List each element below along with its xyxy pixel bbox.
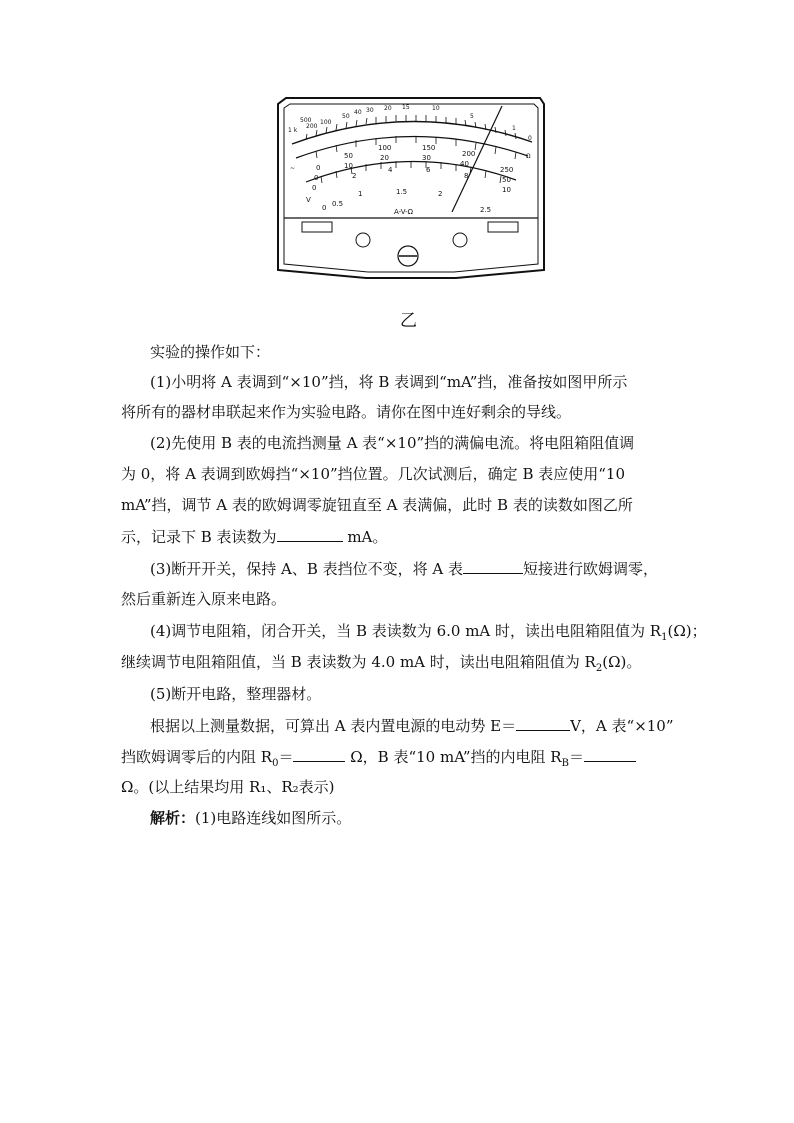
right-knob [453, 233, 467, 247]
scale10-0: 0 [312, 184, 317, 192]
scale10-10: 10 [502, 186, 511, 194]
result-line1-b: V，A 表“×10” [570, 717, 674, 735]
step4-line1-sub: 1 [661, 632, 668, 643]
ohm-label-500: 500 [300, 117, 312, 124]
scale25-25: 2.5 [480, 206, 492, 214]
solution-line [150, 810, 710, 826]
step2-line4-b: mA。 [342, 528, 388, 546]
step4-line2-a: 继续调节电阻箱阻值，当 B 表读数为 4.0 mA 时，读出电阻箱阻值为 R [121, 653, 596, 671]
multimeter-figure [276, 92, 546, 282]
step3-line1-b: 短接进行欧姆调零， [523, 560, 659, 578]
figure-caption: 乙 [400, 311, 417, 331]
ohm-label-15: 15 [402, 104, 410, 111]
answer-blank-emf[interactable] [516, 717, 570, 731]
ohm-label-20: 20 [384, 105, 392, 112]
scale250-150: 150 [422, 144, 436, 152]
step4-line2-b: (Ω)。 [602, 653, 642, 671]
ohm-label-40: 40 [354, 109, 362, 116]
scale10-2: 2 [352, 172, 357, 180]
answer-blank-rb[interactable] [584, 748, 636, 762]
solution-text: (1)电路连线如图所示。 [195, 809, 352, 827]
scale10-8: 8 [464, 172, 469, 180]
result-line1 [150, 717, 710, 734]
left-terminal [302, 222, 332, 232]
step3-line2: 然后重新连入原来电路。 [121, 590, 287, 608]
step1-line2: 将所有的器材串联起来作为实验电路。请你在图中连好剩余的导线。 [121, 403, 572, 421]
scale25-2: 2 [438, 190, 443, 198]
scale50-40: 40 [460, 160, 469, 168]
result-line2-d: ＝ [568, 748, 584, 766]
intro-text: 实验的操作如下： [150, 343, 271, 361]
result-line2-a: 挡欧姆调零后的内阻 R [121, 748, 273, 766]
meter-pointer [452, 106, 502, 212]
result-line2-b: ＝ [278, 748, 294, 766]
scale250-50: 50 [344, 152, 353, 160]
step4-line1-b: (Ω)； [667, 622, 707, 640]
scale50-0: 0 [314, 174, 319, 182]
step3-line1-a: (3)断开开关，保持 A、B 表挡位不变，将 A 表 [150, 560, 464, 578]
ohm-label-10: 10 [432, 105, 440, 112]
ohm-label-1: 1 [512, 125, 516, 132]
ohm-label-0: 0 [528, 135, 532, 142]
result-line2-c: Ω，B 表“10 mA”挡的内电阻 R [345, 748, 562, 766]
step2-line2: 为 0，将 A 表调到欧姆挡“×10”挡位置。几次试测后，确定 B 表应使用“10 [121, 465, 625, 483]
tilde-symbol: ~ [290, 165, 296, 172]
scale25-15: 1.5 [396, 188, 408, 196]
answer-blank-reading[interactable] [277, 528, 343, 542]
scale10-4: 4 [388, 166, 393, 174]
step4-line1-a: (4)调节电阻箱，闭合开关，当 B 表读数为 6.0 mA 时，读出电阻箱阻值为 R [150, 622, 662, 640]
solution-label: 解析： [150, 809, 196, 827]
result-line2-sub0: 0 [272, 758, 279, 769]
right-terminal [488, 222, 518, 232]
step2-line4 [121, 528, 681, 545]
meter-label: A-V-Ω [394, 208, 414, 216]
step1-line1: (1)小明将 A 表调到“×10”挡，将 B 表调到“mA”挡，准备按如图甲所示 [150, 373, 628, 391]
step5-line: (5)断开电路，整理器材。 [150, 685, 322, 703]
result-line2-subB: B [561, 758, 569, 769]
step2-line1: (2)先使用 B 表的电流挡测量 A 表“×10”挡的满偏电流。将电阻箱阻值调 [150, 434, 635, 452]
ohm-label-1k: 1 k [288, 127, 298, 134]
result-line1-a: 根据以上测量数据，可算出 A 表内置电源的电动势 E＝ [150, 717, 517, 735]
left-knob [356, 233, 370, 247]
ohm-label-30: 30 [366, 107, 374, 114]
step2-line3: mA”挡，调节 A 表的欧姆调零旋钮直至 A 表满偏，此时 B 表的读数如图乙所 [121, 496, 633, 514]
scale50-10: 10 [344, 162, 353, 170]
step3-line1 [150, 560, 710, 577]
scale250-200: 200 [462, 150, 476, 158]
ohm-label-5: 5 [470, 113, 474, 120]
scale50-50: 50 [502, 176, 511, 184]
ohm-label-50: 50 [342, 113, 350, 120]
scale25-05: 0.5 [332, 200, 344, 208]
answer-blank-r0[interactable] [293, 748, 345, 762]
scale10-6: 6 [426, 166, 431, 174]
result-line3: Ω。(以上结果均用 R₁、R₂表示) [121, 778, 335, 796]
scale50-30: 30 [422, 154, 431, 162]
scale50-20: 20 [380, 154, 389, 162]
result-line2 [121, 748, 681, 772]
step4-line2-sub: 2 [595, 663, 603, 674]
ohm-label-100: 100 [320, 119, 332, 126]
step2-line4-a: 示，记录下 B 表读数为 [121, 528, 277, 546]
scale250-250: 250 [500, 166, 514, 174]
ohm-label-200: 200 [306, 123, 318, 130]
v-symbol: V [306, 196, 311, 204]
ohm-symbol: Ω [526, 153, 531, 160]
scale250-0: 0 [316, 164, 321, 172]
scale25-1: 1 [358, 190, 363, 198]
answer-blank-short[interactable] [463, 560, 523, 574]
scale25-0: 0 [322, 204, 327, 212]
step4-line2 [121, 654, 681, 677]
step4-line1 [150, 623, 710, 646]
scale250-100: 100 [378, 144, 392, 152]
